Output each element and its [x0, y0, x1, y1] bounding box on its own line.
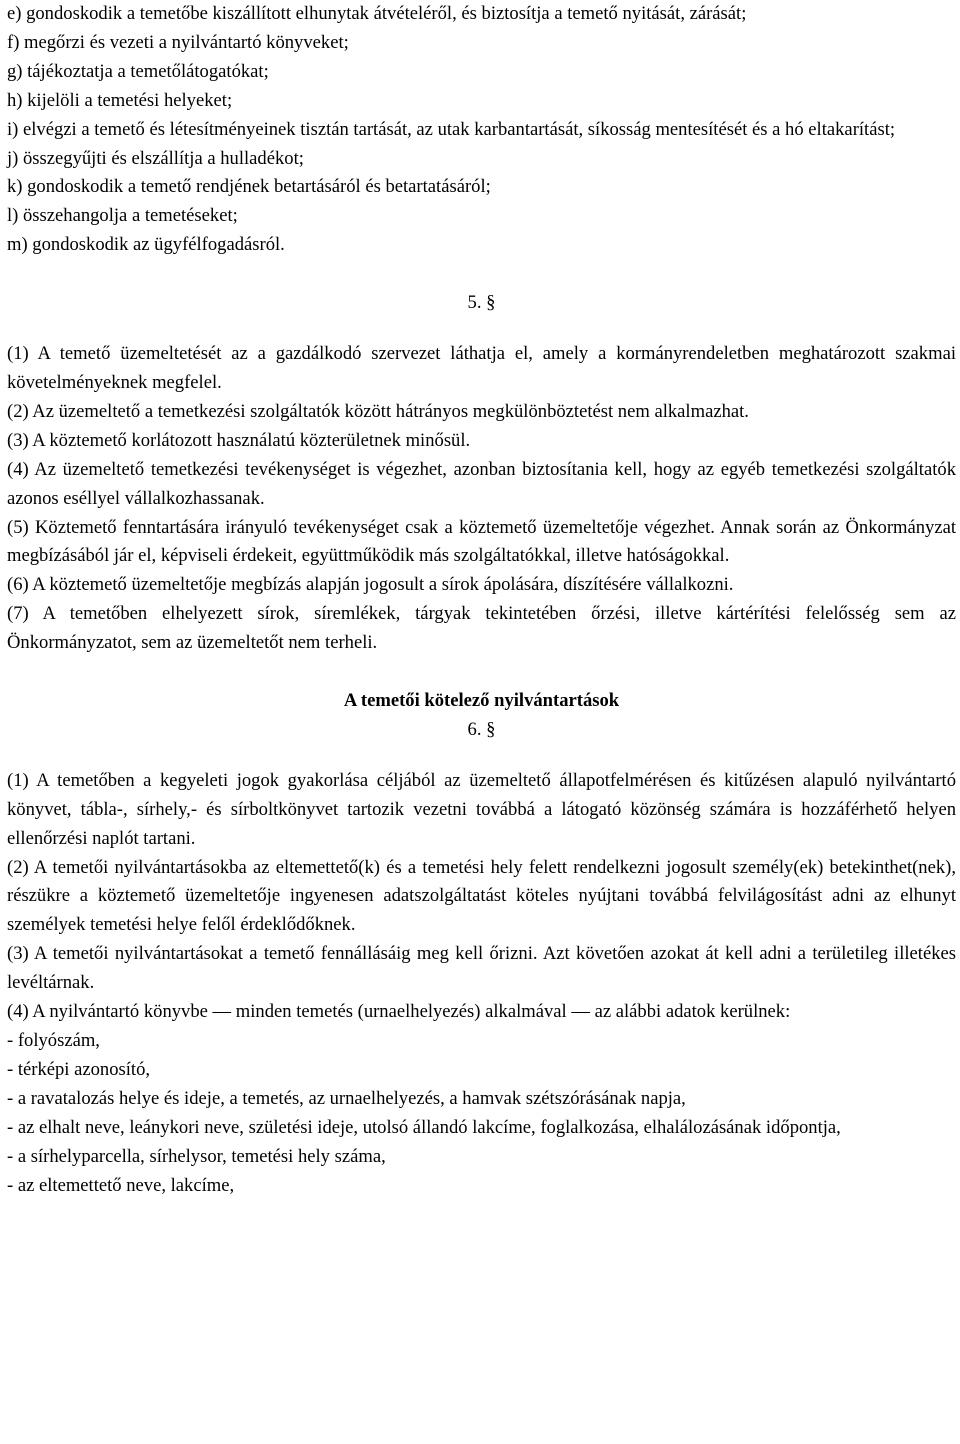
list-item: k) gondoskodik a temető rendjének betartásáról és betartatásáról;: [7, 176, 491, 198]
section-5: [7, 289, 956, 658]
paragraph: (6) A köztemető üzemeltetője megbízás alapján jogosult a sírok ápolására, díszítésére vállalkozni.: [7, 574, 734, 596]
dash-item: - a sírhelyparcella, sírhelysor, temetési hely száma,: [7, 1145, 386, 1167]
list-item: m) gondoskodik az ügyfélfogadásról.: [7, 234, 285, 256]
section-number: 5. §: [467, 292, 496, 314]
paragraph: (3) A köztemető korlátozott használatú közterületnek minősül.: [7, 429, 471, 451]
paragraph: (2) A temetői nyilvántartásokba az eltemettető(k) és a temetési hely felett rendelkezni jogosult személy(ek) betekinthet(nek), részükre a köztemető üzemeltetője ingyenesen adatszolgáltatást köteles nyújtani továbbá felvilágosítást adni az elhunyt személyek temetési helye felől érdeklődőknek.: [7, 856, 956, 936]
section-heading: A temetői kötelező nyilvántartások: [343, 690, 620, 712]
list-item: l) összehangolja a temetéseket;: [7, 205, 238, 227]
paragraph: (1) A temető üzemeltetését az a gazdálkodó szervezet láthatja el, amely a kormányrendeletben meghatározott szakmai követelményeknek megfelel.: [7, 343, 956, 393]
list-items: [7, 0, 956, 260]
paragraph: (2) Az üzemeltető a temetkezési szolgáltatók között hátrányos megkülönböztetést nem alkalmazhat.: [7, 400, 749, 422]
document-page: [7, 0, 956, 1200]
dash-item: - térképi azonosító,: [7, 1058, 151, 1080]
paragraph: (1) A temetőben a kegyeleti jogok gyakorlása céljából az üzemeltető állapotfelmérésen és kitűzésen alapuló nyilvántartó könyvet, tábla-, sírhely,- és sírboltkönyvet tartozik vezetni továbbá a látogató közönség számára is hozzáférhető helyen ellenőrzési naplót tartani.: [7, 769, 956, 849]
list-item: h) kijelöli a temetési helyeket;: [7, 89, 233, 111]
list-item: e) gondoskodik a temetőbe kiszállított elhunytak átvételéről, és biztosítja a temető nyitását, zárását;: [7, 3, 747, 24]
list-item: j) összegyűjti és elszállítja a hulladékot;: [7, 147, 304, 169]
section-6: [7, 687, 956, 1200]
dash-item: - az elhalt neve, leánykori neve, születési ideje, utolsó állandó lakcíme, foglalkozása, elhalálozásának időpontja,: [7, 1116, 841, 1138]
list-item: g) tájékoztatja a temetőlátogatókat;: [7, 60, 269, 82]
dash-item: - a ravatalozás helye és ideje, a temetés, az urnaelhelyezés, a hamvak szétszórásának napja,: [7, 1087, 686, 1109]
paragraph: (3) A temetői nyilvántartásokat a temető fennállásáig meg kell őrizni. Azt követően azokat át kell adni a területileg illetékes levéltárnak.: [7, 943, 956, 994]
dash-item: - folyószám,: [7, 1030, 100, 1051]
paragraph: (7) A temetőben elhelyezett sírok, síremlékek, tárgyak tekintetében őrzési, illetve kártérítési felelősség sem az Önkormányzatot, sem az üzemeltetőt nem terheli.: [7, 603, 956, 654]
section-number: 6. §: [467, 718, 496, 740]
paragraph: (4) A nyilvántartó könyvbe — minden temetés (urnaelhelyezés) alkalmával — az alábbi adatok kerülnek:: [7, 1001, 791, 1023]
paragraph: (4) Az üzemeltető temetkezési tevékenységet is végezhet, azonban biztosítania kell, hogy az egyéb temetkezési szolgáltatók azonos eséllyel vállalkozhassanak.: [7, 458, 956, 509]
list-item: f) megőrzi és vezeti a nyilvántartó könyveket;: [7, 31, 349, 53]
list-item: i) elvégzi a temető és létesítményeinek tisztán tartását, az utak karbantartását, síkosság mentesítését és a hó eltakarítást;: [7, 118, 896, 140]
dash-item: - az eltemettető neve, lakcíme,: [7, 1174, 235, 1196]
paragraph: (5) Köztemető fenntartására irányuló tevékenységet csak a köztemető üzemeltetője végezhet. Annak során az Önkormányzat megbízásából jár el, képviseli érdekeit, együttműködik más szolgáltatókkal, illetve hatóságokkal.: [7, 516, 956, 567]
